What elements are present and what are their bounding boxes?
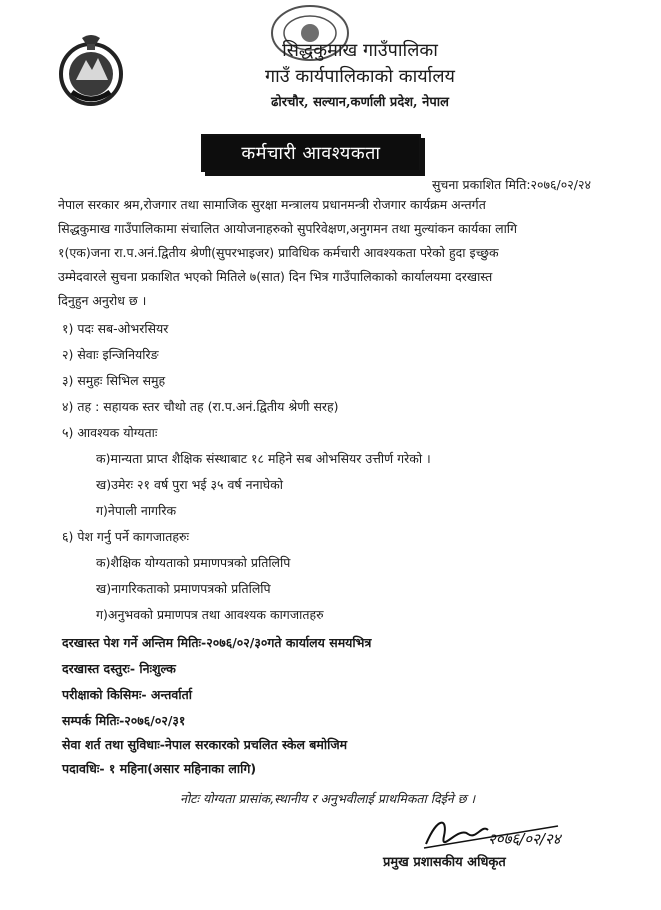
documents-heading: ६) पेश गर्नु पर्ने कागजातहरुः [62,529,190,544]
intro-paragraph [58,193,606,313]
signatory-title: प्रमुख प्रशासकीय अधिकृत [383,855,506,870]
item-qualification-heading: ५) आवश्यक योग्यताः [62,425,158,440]
office-address: ढोरचौर, सल्यान,कर्णाली प्रदेश, नेपाल [271,95,449,110]
note-text: नोटः योग्यता प्रासांक,स्थानीय र अनुभवीलाई प्राथमिकता दिईने छ । [180,791,476,806]
document-item: ख)नागरिकताको प्रमाणपत्रको प्रतिलिपि [96,581,271,596]
handwritten-signature [418,806,568,856]
qualification-citizenship: ग)नेपाली नागरिक [96,503,177,518]
municipality-name: सिद्धकुमाख गाउँपालिका [282,40,438,61]
intro-line: दिनुहुन अनुरोध छ । [58,293,147,308]
document-item: ग)अनुभवको प्रमाणपत्र तथा आवश्यक कागजातहरु [96,607,324,622]
office-name: गाउँ कार्यपालिकाको कार्यालय [265,66,455,87]
nepal-emblem-icon [52,30,130,114]
notice-title: कर्मचारी आवश्यकता [241,143,381,164]
deadline-line: दरखास्त पेश गर्ने अन्तिम मितिः-२०७६/०२/३०गते कार्यालय समयभित्र [62,635,372,650]
intro-line: १(एक)जना रा.प.अनं.द्वितीय श्रेणी(सुपरभाइजर) प्राविधिक कर्मचारी आवश्यकता परेको हुदा इच्छुक [58,245,499,260]
intro-line: सिद्धकुमाख गाउँपालिकामा संचालित आयोजनाहरुको सुपरिवेक्षण,अनुगमन तथा मुल्यांकन कार्यका लागि [58,221,518,236]
item-service: २) सेवाः इन्जिनियरिङ [62,347,159,362]
intro-line: नेपाल सरकार श्रम,रोजगार तथा सामाजिक सुरक्षा मन्त्रालय प्रधानमन्त्री रोजगार कार्यक्रम अन्तर्गत [58,197,486,212]
notice-title-box [201,134,421,172]
qualification-age: ख)उमेरः २१ वर्ष पुरा भई ३५ वर्ष ननाघेको [96,477,283,492]
item-level: ४) तह : सहायक स्तर चौथो तह (रा.प.अनं.द्वितीय श्रेणी सरह) [62,399,339,414]
document-item: क)शैक्षिक योग्यताको प्रमाणपत्रको प्रतिलिपि [96,555,291,570]
service-terms-line: सेवा शर्त तथा सुविधाः-नेपाल सरकारको प्रचलित स्केल बमोजिम [62,737,348,752]
item-group: ३) समुहः सिभिल समुह [62,373,166,388]
signature-date: २०७६/०२/२४ [488,830,561,848]
contact-date-line: सम्पर्क मितिः-२०७६/०२/३१ [62,713,186,728]
duration-line: पदावधिः- १ महिना(असार महिनाका लागि) [62,761,257,776]
intro-line: उम्मेदवारले सुचना प्रकाशित भएको मितिले ७(सात) दिन भित्र गाउँपालिकाको कार्यालयमा दरखास्त [58,269,493,284]
item-post: १) पदः सब-ओभरसियर [62,321,169,336]
qualification-education: क)मान्यता प्राप्त शैक्षिक संस्थाबाट १८ महिने सब ओभसियर उत्तीर्ण गरेको । [96,451,431,466]
exam-type-line: परीक्षाको किसिमः- अन्तर्वार्ता [62,687,192,702]
fee-line: दरखास्त दस्तुरः- निःशुल्क [62,661,176,676]
publish-date: सुचना प्रकाशित मिति:२०७६/०२/२४ [431,177,591,192]
